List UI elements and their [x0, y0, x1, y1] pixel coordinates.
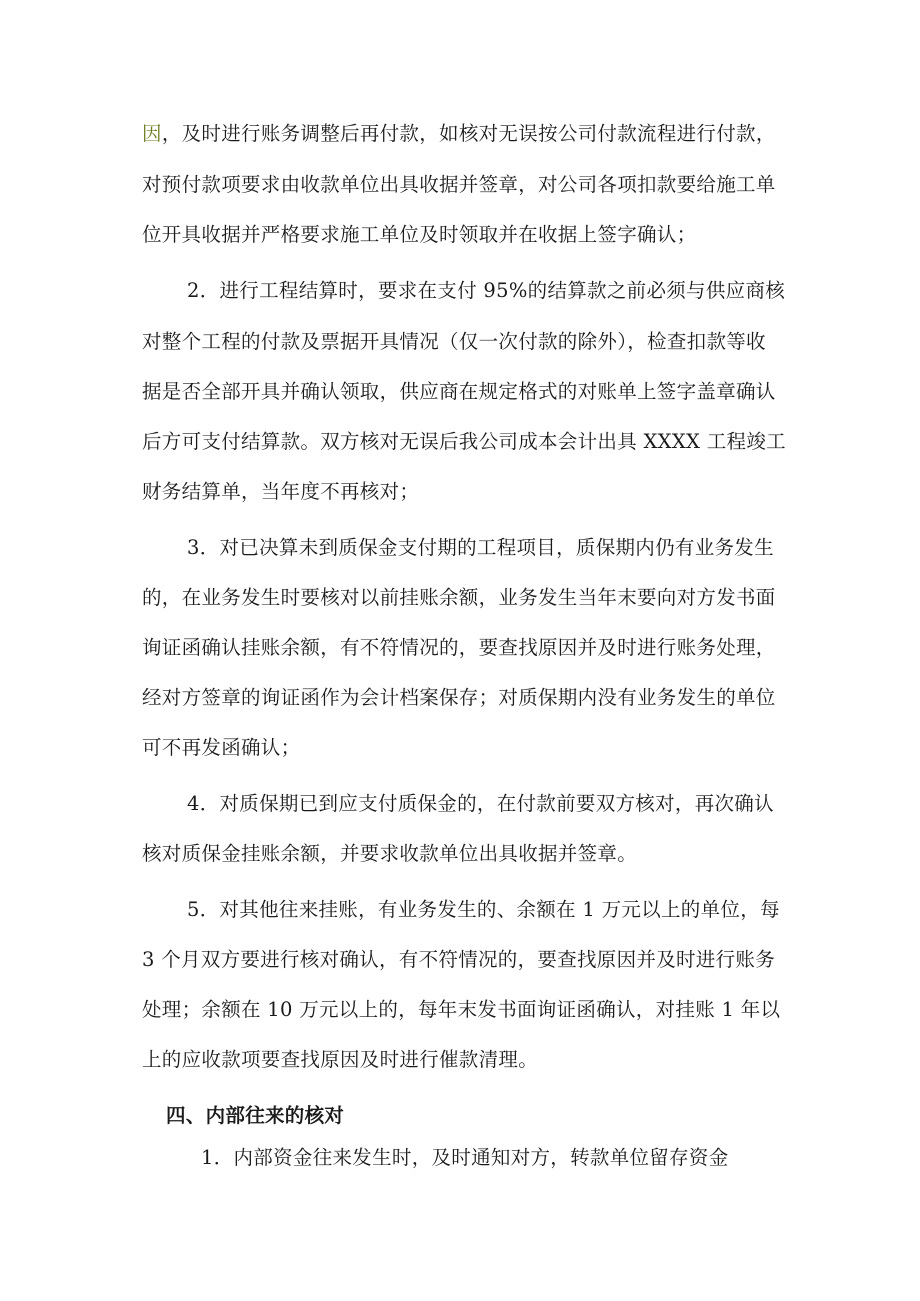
- item-5-line: 处理；余额在 10 万元以上的，每年末发书面询证函确认，对挂账 1 年以: [142, 998, 781, 1021]
- item-5-line: 上的应收款项要查找原因及时进行催款清理。: [142, 1048, 539, 1071]
- item-3-line: 的，在业务发生时要核对以前挂账余额，业务发生当年末要向对方发书面: [142, 586, 776, 609]
- para-line: 位开具收据并严格要求施工单位及时领取并在收据上签字确认；: [142, 223, 697, 246]
- item-2-line: 2．进行工程结算时，要求在支付 95%的结算款之前必须与供应商核: [187, 279, 786, 302]
- item-2-line: 后方可支付结算款。双方核对无误后我公司成本会计出具 XXXX 工程竣工: [142, 430, 786, 453]
- item-3-line: 可不再发函确认；: [142, 736, 301, 759]
- item-3-line: 经对方签章的询证函作为会计档案保存；对质保期内没有业务发生的单位: [142, 686, 776, 709]
- item-4-line: 4．对质保期已到应支付质保金的，在付款前要双方核对，再次确认: [187, 792, 774, 815]
- item-3-line: 询证函确认挂账余额，有不符情况的，要查找原因并及时进行账务处理，: [142, 636, 776, 659]
- item-2-line: 据是否全部开具并确认领取，供应商在规定格式的对账单上签字盖章确认: [142, 380, 776, 403]
- item-4-line: 核对质保金挂账余额，并要求收款单位出具收据并签章。: [142, 842, 638, 865]
- para-text: ，及时进行账务调整后再付款，如核对无误按公司付款流程进行付款，: [161, 122, 776, 145]
- item-2-line: 对整个工程的付款及票据开具情况（仅一次付款的除外），检查扣款等收: [142, 330, 766, 353]
- section-heading: 四、内部往来的核对: [166, 1104, 345, 1127]
- item-5-line: 3 个月双方要进行核对确认，有不符情况的，要查找原因并及时进行账务: [142, 948, 776, 971]
- item-3-line: 3．对已决算未到质保金支付期的工程项目，质保期内仍有业务发生: [187, 536, 774, 559]
- item-2-line: 财务结算单，当年度不再核对；: [142, 480, 420, 503]
- para-line: 对预付款项要求由收款单位出具收据并签章，对公司各项扣款要给施工单: [142, 173, 776, 196]
- para-line: [142, 121, 776, 147]
- para-first-char: 因: [142, 122, 162, 145]
- section-4-item-1: 1．内部资金往来发生时，及时通知对方，转款单位留存资金: [201, 1146, 729, 1169]
- item-5-line: 5．对其他往来挂账，有业务发生的、余额在 1 万元以上的单位，每: [187, 898, 780, 921]
